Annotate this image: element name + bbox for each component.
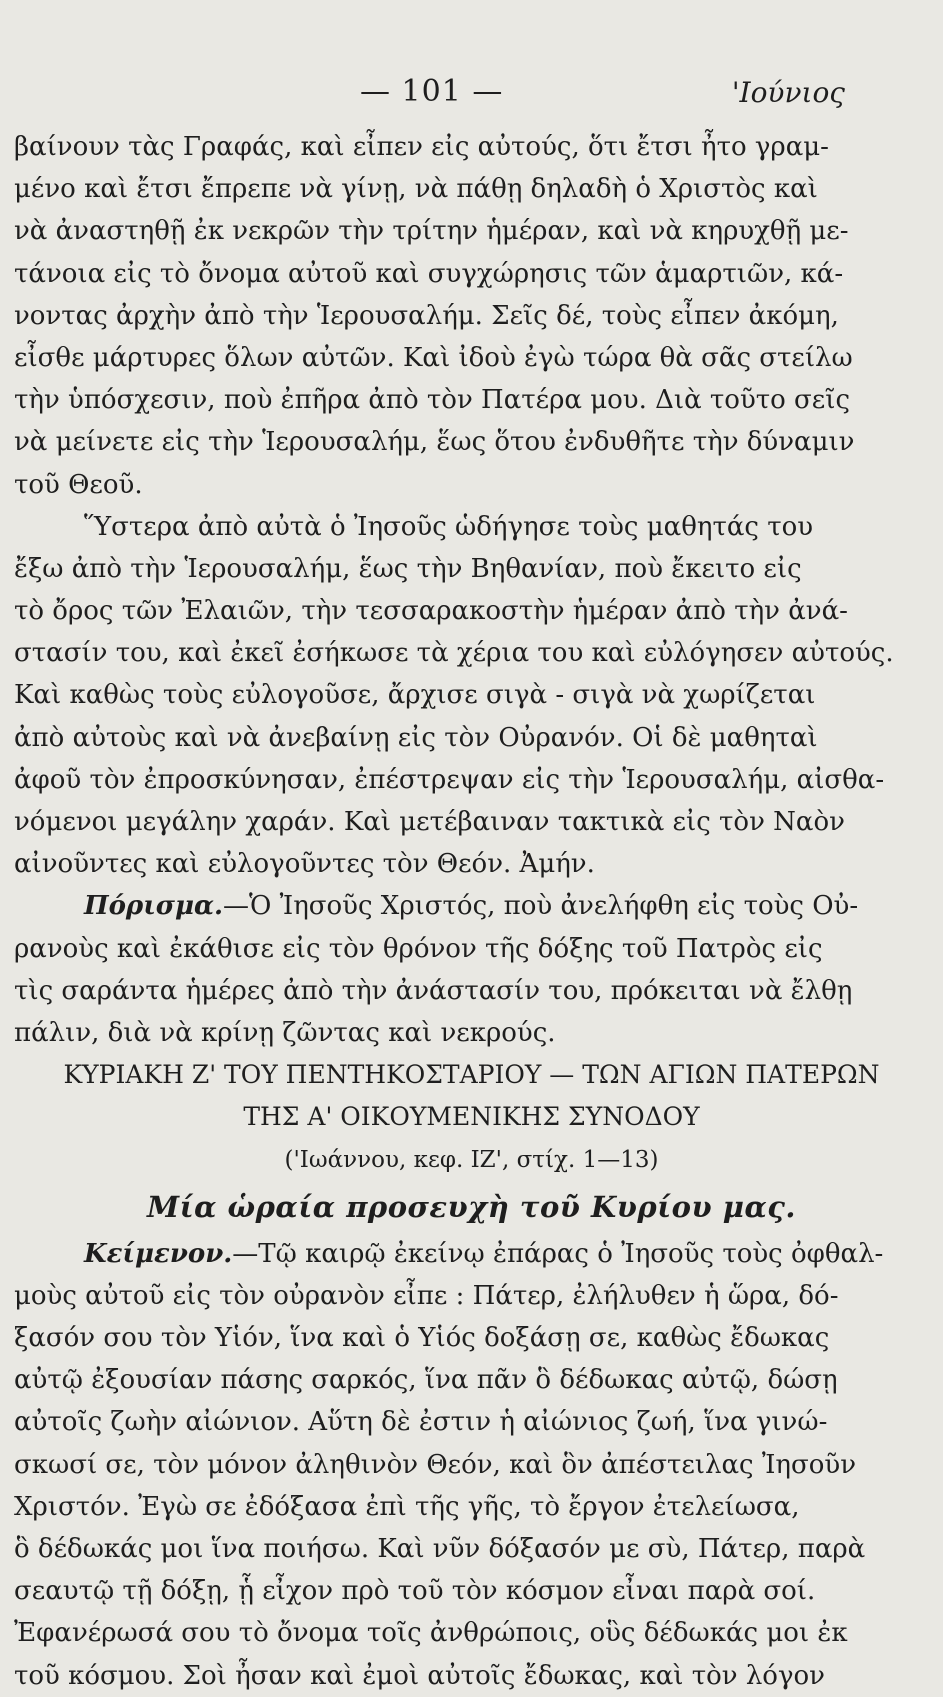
- text-line: ἀφοῦ τὸν ἐπροσκύνησαν, ἐπέστρεψαν εἰς τὴν Ἱερουσαλήμ, αἰσθα-: [14, 764, 885, 795]
- text-line: νὰ μείνετε εἰς τὴν Ἱερουσαλήμ, ἕως ὅτου ἐνδυθῆτε τὴν δύναμιν: [14, 427, 855, 458]
- text-line: Ἐφανέρωσά σου τὸ ὄνομα τοῖς ἀνθρώποις, οὓς δέδωκάς μοι ἐκ: [14, 1618, 848, 1649]
- keimenon-line: [0, 1233, 943, 1275]
- text-line: αἰνοῦντες καὶ εὐλογοῦντες τὸν Θεόν. Ἀμήν.: [14, 849, 595, 880]
- scripture-reference: ('Ιωάννου, κεφ. ΙΖ', στίχ. 1—13): [284, 1146, 659, 1173]
- text-line: βαίνουν τὰς Γραφάς, καὶ εἶπεν εἰς αὐτούς, ὅτι ἔτσι ἦτο γραμ-: [14, 132, 829, 162]
- text-line: ὃ δέδωκάς μοι ἵνα ποιήσω. Καὶ νῦν δόξασόν με σὺ, Πάτερ, παρὰ: [14, 1534, 866, 1564]
- text-line: Καὶ καθὼς τοὺς εὐλογοῦσε, ἄρχισε σιγὰ - σιγὰ νὰ χωρίζεται: [14, 680, 816, 711]
- text-line: ἔξω ἀπὸ τὴν Ἱερουσαλήμ, ἕως τὴν Βηθανίαν, ποὺ ἔκειτο εἰς: [14, 553, 802, 584]
- section-heading: Μία ὡραία προσευχὴ τοῦ Κυρίου μας.: [146, 1189, 797, 1224]
- text-line: τὶς σαράντα ἡμέρες ἀπὸ τὴν ἀνάστασίν του, πρόκειται νὰ ἔλθῃ: [14, 975, 853, 1006]
- text-line: τοῦ κόσμου. Σοὶ ἦσαν καὶ ἐμοὶ αὐτοῖς ἔδωκας, καὶ τὸν λόγον: [14, 1660, 825, 1691]
- porisma-line: [0, 885, 943, 927]
- text-line: Χριστόν. Ἐγὼ σε ἐδόξασα ἐπὶ τῆς γῆς, τὸ ἔργον ἐτελείωσα,: [14, 1491, 800, 1522]
- text-line: τὴν ὑπόσχεσιν, ποὺ ἐπῆρα ἀπὸ τὸν Πατέρα μου. Διὰ τοῦτο σεῖς: [14, 385, 851, 416]
- text-line: τοῦ Θεοῦ.: [14, 469, 143, 500]
- text-line: αὐτῷ ἐξουσίαν πάσης σαρκός, ἵνα πᾶν ὃ δέδωκας αὐτῷ, δώσῃ: [14, 1365, 838, 1396]
- text-line: στασίν του, καὶ ἐκεῖ ἐσήκωσε τὰ χέρια του καὶ εὐλόγησεν αὐτούς.: [14, 638, 894, 669]
- text-line: —Τῷ καιρῷ ἐκείνῳ ἐπάρας ὁ Ἰησοῦς τοὺς ὀφθαλ-: [232, 1238, 884, 1269]
- text-line: Ὕστερα ἀπὸ αὐτὰ ὁ Ἰησοῦς ὡδήγησε τοὺς μαθητάς του: [84, 511, 814, 542]
- text-line: τὸ ὄρος τῶν Ἐλαιῶν, τὴν τεσσαρακοστὴν ἡμέραν ἀπὸ τὴν ἀνά-: [14, 596, 848, 627]
- page-header: [0, 74, 943, 124]
- text-line: ξασόν σου τὸν Υἱόν, ἵνα καὶ ὁ Υἱός δοξάσῃ σε, καθὼς ἔδωκας: [14, 1323, 830, 1354]
- text-line: νοντας ἀρχὴν ἀπὸ τὴν Ἱερουσαλήμ. Σεῖς δέ, τοὺς εἶπεν ἀκόμη,: [14, 300, 839, 331]
- page-number: — 101 —: [360, 74, 504, 109]
- text-line: σεαυτῷ τῇ δόξῃ, ᾗ εἶχον πρὸ τοῦ τὸν κόσμον εἶναι παρὰ σοί.: [14, 1576, 816, 1607]
- text-line: νὰ ἀναστηθῇ ἐκ νεκρῶν τὴν τρίτην ἡμέραν, καὶ νὰ κηρυχθῇ με-: [14, 216, 849, 247]
- text-line: πάλιν, διὰ νὰ κρίνῃ ζῶντας καὶ νεκρούς.: [14, 1017, 556, 1048]
- porisma-label: Πόρισμα.: [84, 891, 224, 922]
- text-line: ἀπὸ αὐτοὺς καὶ νὰ ἀνεβαίνῃ εἰς τὸν Οὐρανόν. Οἱ δὲ μαθηταὶ: [14, 722, 818, 753]
- text-line: ρανοὺς καὶ ἐκάθισε εἰς τὸν θρόνον τῆς δόξης τοῦ Πατρὸς εἰς: [14, 933, 823, 964]
- keimenon-label: Κείμενον.: [84, 1238, 233, 1269]
- section-title: ΚΥΡΙΑΚΗ Ζ' ΤΟΥ ΠΕΝΤΗΚΟΣΤΑΡΙΟΥ — ΤΩΝ ΑΓΙΩΝ ΠΑΤΕΡΩΝ: [63, 1060, 880, 1090]
- text-line: τάνοια εἰς τὸ ὄνομα αὐτοῦ καὶ συγχώρησις τῶν ἁμαρτιῶν, κά-: [14, 258, 844, 289]
- text-line: νόμενοι μεγάλην χαράν. Καὶ μετέβαιναν τακτικὰ εἰς τὸν Ναὸν: [14, 807, 845, 837]
- body-text: [0, 126, 943, 1697]
- text-line: εἶσθε μάρτυρες ὅλων αὐτῶν. Καὶ ἰδοὺ ἐγὼ τώρα θὰ σᾶς στείλω: [14, 342, 853, 373]
- running-head: 'Ιούνιος: [731, 76, 845, 109]
- text-line: αὐτοῖς ζωὴν αἰώνιον. Αὕτη δὲ ἐστιν ἡ αἰώνιος ζωή, ἵνα γινώ-: [14, 1407, 828, 1438]
- text-line: σκωσί σε, τὸν μόνον ἀληθινὸν Θεόν, καὶ ὃν ἀπέστειλας Ἰησοῦν: [14, 1449, 857, 1480]
- text-line: μοὺς αὐτοῦ εἰς τὸν οὐρανὸν εἶπε : Πάτερ, ἐλήλυθεν ἡ ὥρα, δό-: [14, 1280, 839, 1311]
- text-line: μένο καὶ ἔτσι ἔπρεπε νὰ γίνῃ, νὰ πάθῃ δηλαδὴ ὁ Χριστὸς καὶ: [14, 174, 818, 205]
- text-line: —Ὁ Ἰησοῦς Χριστός, ποὺ ἀνελήφθη εἰς τοὺς Οὐ-: [223, 891, 859, 922]
- section-subtitle: ΤΗΣ Α' ΟΙΚΟΥΜΕΝΙΚΗΣ ΣΥΝΟΔΟΥ: [243, 1102, 700, 1132]
